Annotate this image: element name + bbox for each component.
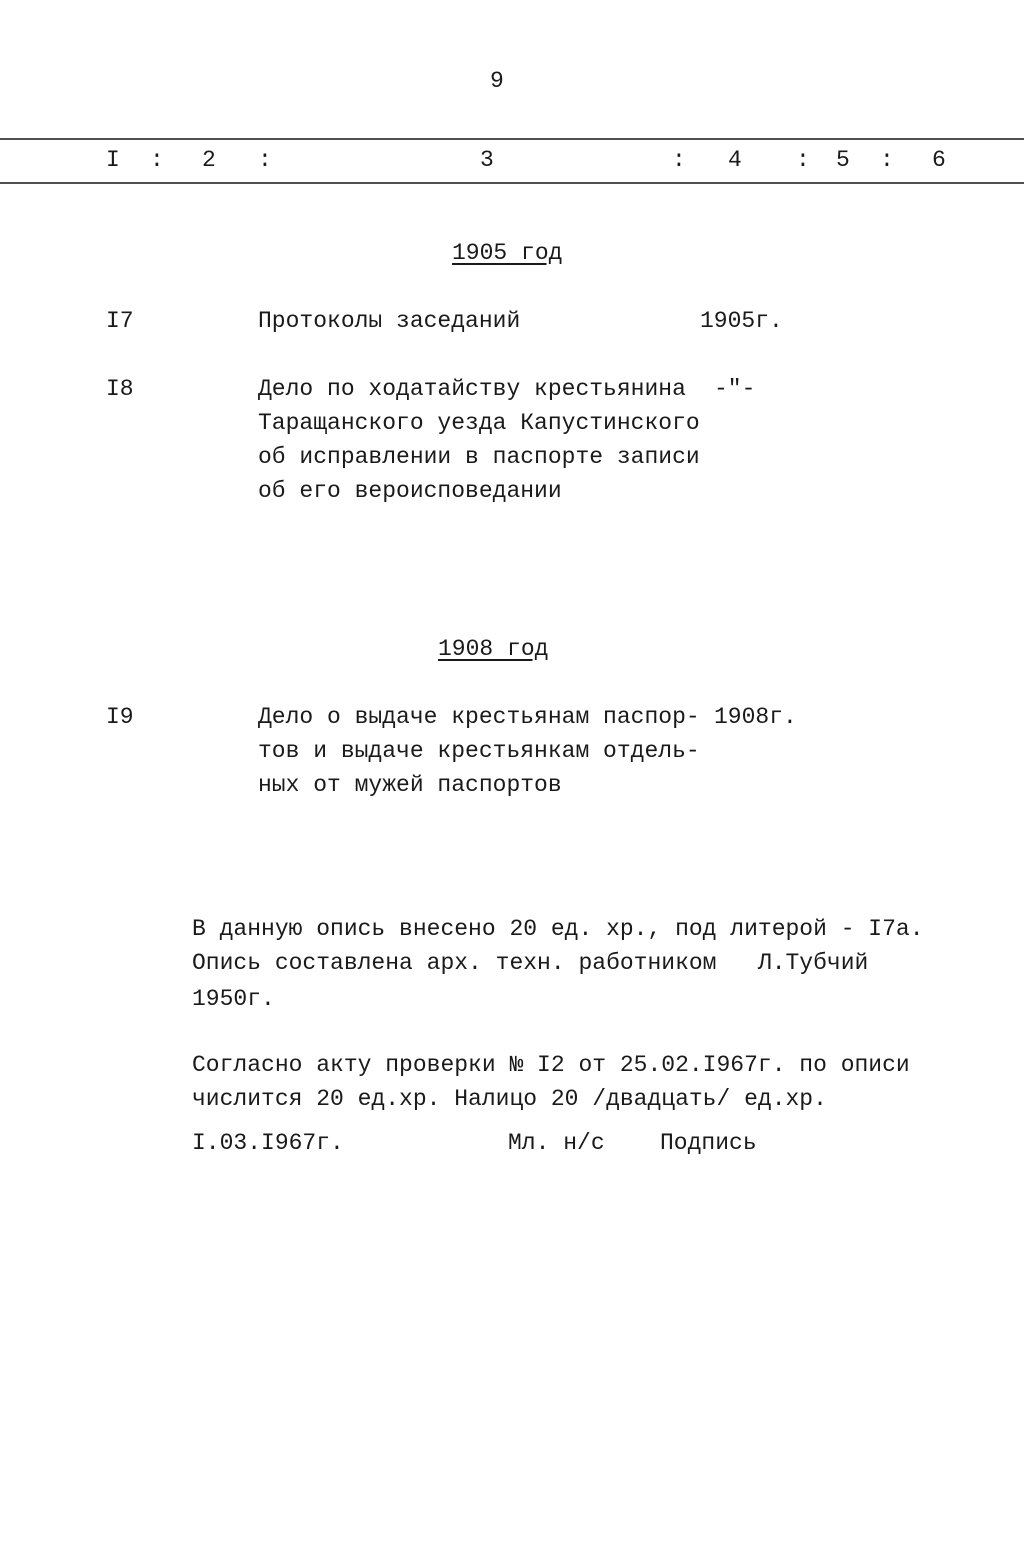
header-rule-bottom — [0, 182, 1024, 184]
entry-title: Дело о выдаче крестьянам паспор- — [258, 704, 700, 730]
page-number: 9 — [490, 68, 504, 94]
footer-line: числится 20 ед.хр. Налицо 20 /двадцать/ ед.хр. — [192, 1086, 827, 1112]
column-number: 6 — [932, 147, 946, 173]
column-separator: : — [672, 147, 686, 173]
column-separator: : — [150, 147, 164, 173]
entry-date: 1908г. — [714, 704, 797, 730]
entry-title: об его вероисповедании — [258, 478, 562, 504]
column-number: I — [106, 147, 120, 173]
column-separator: : — [258, 147, 272, 173]
column-number: 3 — [480, 147, 494, 173]
footer-line: Согласно акту проверки № I2 от 25.02.I967г. по описи — [192, 1052, 910, 1078]
entry-title: Протоколы заседаний — [258, 308, 521, 334]
column-number: 5 — [836, 147, 850, 173]
column-number: 2 — [202, 147, 216, 173]
footer-line: Опись составлена арх. техн. работником Л.Тубчий — [192, 950, 869, 976]
column-separator: : — [796, 147, 810, 173]
header-rule-top — [0, 138, 1024, 140]
footer-line: В данную опись внесено 20 ед. хр., под литерой - I7а. — [192, 916, 924, 942]
entry-title: Таращанского уезда Капустинского — [258, 410, 700, 436]
year-heading: 1908 год — [438, 636, 549, 662]
footer-line: 1950г. — [192, 986, 275, 1012]
entry-date: 1905г. — [700, 308, 783, 334]
entry-number: I9 — [106, 704, 134, 730]
entry-title: ных от мужей паспортов — [258, 772, 562, 798]
entry-title: об исправлении в паспорте записи — [258, 444, 700, 470]
year-heading: 1905 год — [452, 240, 563, 266]
footer-signature: Подпись — [660, 1130, 757, 1156]
column-separator: : — [880, 147, 894, 173]
entry-date: -"- — [714, 376, 756, 402]
footer-position: Мл. н/с — [508, 1130, 605, 1156]
entry-number: I7 — [106, 308, 134, 334]
entry-number: I8 — [106, 376, 134, 402]
column-number: 4 — [728, 147, 742, 173]
entry-title: Дело по ходатайству крестьянина — [258, 376, 686, 402]
footer-date: I.03.I967г. — [192, 1130, 344, 1156]
entry-title: тов и выдаче крестьянкам отдель- — [258, 738, 700, 764]
